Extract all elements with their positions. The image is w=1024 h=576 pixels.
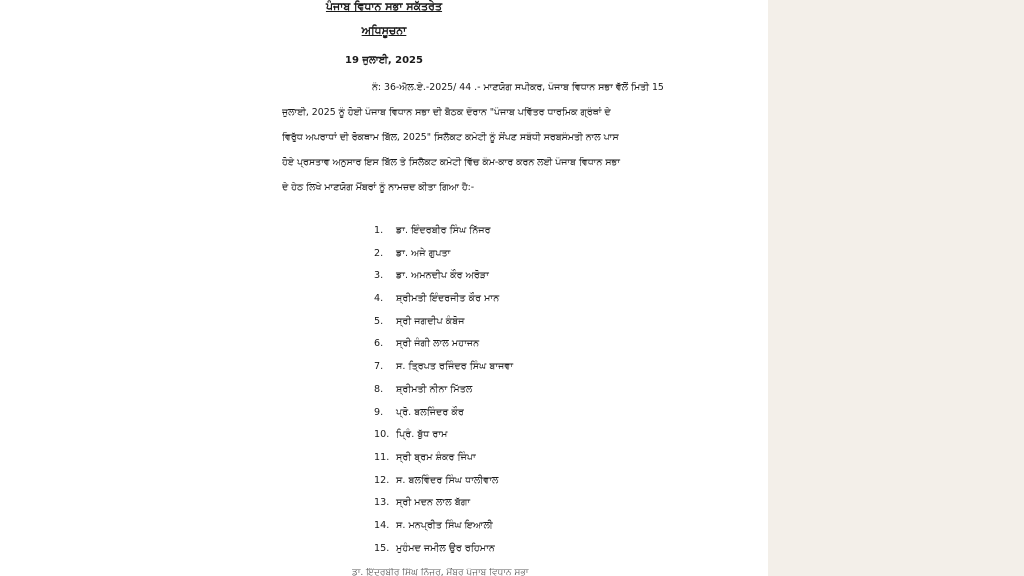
member-name: ਪ੍ਰਿੰ. ਬੁੱਧ ਰਾਮ xyxy=(396,429,448,441)
list-item xyxy=(374,248,513,271)
member-name: ਸ੍ਰੀ ਜੰਗੀ ਲਾਲ ਮਹਾਜਨ xyxy=(396,338,480,350)
member-name: ਸ. ਮਨਪ੍ਰੀਤ ਸਿੰਘ ਇਆਲੀ xyxy=(396,519,493,531)
item-number: 12. xyxy=(374,474,390,486)
member-name: ਸ਼੍ਰੀਮਤੀ ਇੰਦਰਜੀਤ ਕੌਰ ਮਾਨ xyxy=(396,293,500,305)
members-list xyxy=(374,225,513,565)
item-number: 9. xyxy=(374,406,384,418)
list-item xyxy=(374,407,513,430)
list-item xyxy=(374,543,513,566)
member-name: ਸ੍ਰੀ ਜਗਦੀਪ ਕੰਬੋਜ xyxy=(396,315,465,327)
footer-partial-line: ਡਾ. ਇੰਦਰਬੀਰ ਸਿੰਘ ਨਿੱਜਰ, ਮੈਂਬਰ ਪੰਜਾਬ ਵਿਧਾਨ ਸਭਾ xyxy=(352,568,529,576)
body-line-2: ਜੁਲਾਈ, 2025 ਨੂੰ ਹੋਈ ਪੰਜਾਬ ਵਿਧਾਨ ਸਭਾ ਦੀ ਬੈਠਕ ਦੌਰਾਨ "ਪੰਜਾਬ ਪਵਿੱਤਰ ਧਾਰਮਿਕ ਗ੍ਰੰਥਾਂ ਦੇ xyxy=(282,107,611,118)
item-number: 1. xyxy=(374,225,384,236)
member-name: ਸ੍ਰੀ ਬ੍ਰਮ ਸ਼ੰਕਰ ਜਿੰਪਾ xyxy=(396,451,476,463)
item-number: 5. xyxy=(374,315,384,327)
list-item xyxy=(374,429,513,452)
document-date: 19 ਜੁਲਾਈ, 2025 xyxy=(345,55,423,66)
item-number: 4. xyxy=(374,293,384,305)
member-name: ਡਾ. ਇੰਦਰਬੀਰ ਸਿੰਘ ਨਿੱਜਰ xyxy=(396,225,491,236)
item-number: 3. xyxy=(374,270,384,282)
list-item xyxy=(374,293,513,316)
item-number: 2. xyxy=(374,247,384,259)
member-name: ਸ. ਤ੍ਰਿਪਤ ਰਜਿੰਦਰ ਸਿੰਘ ਬਾਜਵਾ xyxy=(396,361,514,373)
body-line-1: ਨੰ: 36-ਐਲ.ਏ.-2025/ 44 .- ਮਾਣਯੋਗ ਸਪੀਕਰ, ਪੰਜਾਬ ਵਿਧਾਨ ਸਭਾ ਵੱਲੋਂ ਮਿਤੀ 15 xyxy=(372,82,664,93)
member-name: ਮੁਹੰਮਦ ਜਮੀਲ ਉਰ ਰਹਿਮਾਨ xyxy=(396,542,495,554)
document-title: ਪੰਜਾਬ ਵਿਧਾਨ ਸਭਾ ਸਕੱਤਰੇਤ xyxy=(325,0,443,13)
list-item xyxy=(374,316,513,339)
member-name: ਡਾ. ਅਮਨਦੀਪ ਕੌਰ ਅਰੋੜਾ xyxy=(396,270,489,282)
document-subtitle: ਅਧਿਸੂਚਨਾ xyxy=(361,24,407,37)
background-panel xyxy=(768,0,1024,576)
item-number: 15. xyxy=(374,542,390,554)
item-number: 14. xyxy=(374,519,390,531)
member-name: ਡਾ. ਅਜੇ ਗੁਪਤਾ xyxy=(396,247,451,259)
member-name: ਸ੍ਰੀ ਮਦਨ ਲਾਲ ਬੱਗਾ xyxy=(396,497,471,509)
list-item xyxy=(374,338,513,361)
list-item xyxy=(374,384,513,407)
list-item xyxy=(374,361,513,384)
list-item xyxy=(374,225,513,248)
item-number: 13. xyxy=(374,497,390,509)
list-item xyxy=(374,520,513,543)
list-item xyxy=(374,452,513,475)
item-number: 8. xyxy=(374,383,384,395)
item-number: 6. xyxy=(374,338,384,350)
list-item xyxy=(374,475,513,498)
list-item xyxy=(374,497,513,520)
list-item xyxy=(374,270,513,293)
member-name: ਪ੍ਰੋ. ਬਲਜਿੰਦਰ ਕੌਰ xyxy=(396,406,464,418)
member-name: ਸ. ਬਲਵਿੰਦਰ ਸਿੰਘ ਧਾਲੀਵਾਲ xyxy=(396,474,499,486)
body-line-4: ਹੋਏ ਪ੍ਰਸਤਾਵ ਅਨੁਸਾਰ ਇਸ ਬਿੱਲ ਤੇ ਸਿਲੈਕਟ ਕਮੇਟੀ ਵਿੱਚ ਕੰਮ-ਕਾਰ ਕਰਨ ਲਈ ਪੰਜਾਬ ਵਿਧਾਨ ਸਭਾ xyxy=(282,157,620,168)
item-number: 11. xyxy=(374,451,390,463)
item-number: 7. xyxy=(374,361,384,373)
body-line-3: ਵਿਰੁੱਧ ਅਪਰਾਧਾਂ ਦੀ ਰੋਕਥਾਮ ਬਿੱਲ, 2025" ਸਿਲੈਕਟ ਕਮੇਟੀ ਨੂੰ ਸੌਂਪਣ ਸਬੰਧੀ ਸਰਬਸੰਮਤੀ ਨਾਲ ਪਾਸ xyxy=(282,132,619,143)
item-number: 10. xyxy=(374,429,390,441)
body-line-5: ਦੇ ਹੇਠ ਲਿਖੇ ਮਾਣਯੋਗ ਮੈਂਬਰਾਂ ਨੂੰ ਨਾਮਜ਼ਦ ਕੀਤਾ ਗਿਆ ਹੈ:- xyxy=(282,182,475,193)
member-name: ਸ਼੍ਰੀਮਤੀ ਨੀਨਾ ਮਿੱਤਲ xyxy=(396,383,473,395)
